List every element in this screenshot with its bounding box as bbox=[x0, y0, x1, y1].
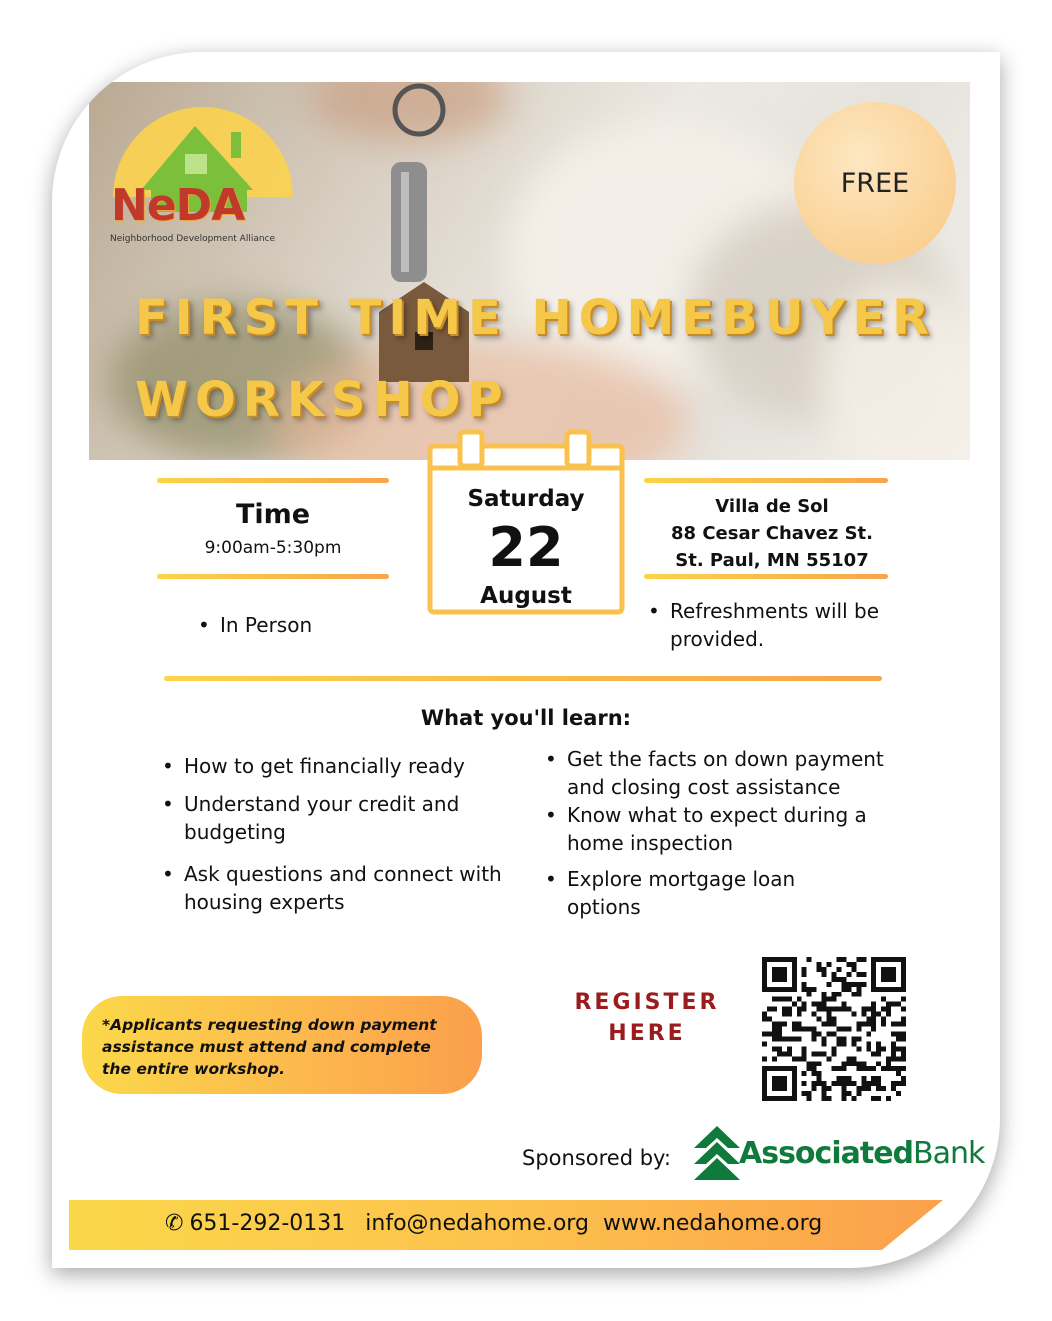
format-list bbox=[198, 611, 312, 639]
register-line-2: HERE bbox=[608, 1021, 686, 1046]
free-badge bbox=[794, 102, 956, 264]
learn-list-left bbox=[162, 752, 532, 916]
sponsor-label: Sponsored by: bbox=[522, 1146, 672, 1170]
date-month: August bbox=[480, 583, 572, 609]
assistance-note bbox=[82, 996, 482, 1094]
refreshments-list bbox=[648, 597, 888, 653]
learn-heading: What you'll learn: bbox=[420, 706, 632, 730]
time-bottom-bar bbox=[157, 574, 389, 579]
time-heading: Time bbox=[235, 499, 311, 530]
learn-item: • How to get financially ready bbox=[162, 752, 532, 780]
location-city: St. Paul, MN 55107 bbox=[675, 550, 869, 571]
learn-item: • Get the facts on down payment and closing cost assistance bbox=[545, 745, 915, 801]
register-line-1: REGISTER bbox=[574, 990, 720, 1015]
contact-email[interactable]: info@nedahome.org bbox=[365, 1211, 589, 1236]
date-day: 22 bbox=[488, 516, 564, 579]
qr-code-icon[interactable] bbox=[762, 957, 906, 1101]
refreshments-item: • Refreshments will be provided. bbox=[648, 597, 888, 653]
free-label: FREE bbox=[840, 167, 910, 199]
learn-item: • Understand your credit and budgeting bbox=[162, 790, 532, 846]
learn-item: • Know what to expect during a home inspection bbox=[545, 801, 915, 857]
date-weekday: Saturday bbox=[467, 486, 585, 512]
learn-item: • Ask questions and connect with housing experts bbox=[162, 860, 532, 916]
section-divider bbox=[164, 676, 882, 681]
location-venue: Villa de Sol bbox=[715, 496, 829, 517]
learn-list-right bbox=[545, 745, 915, 921]
contact-phone[interactable]: 651-292-0131 bbox=[189, 1211, 346, 1236]
sponsor-name bbox=[739, 1136, 984, 1171]
location-street: 88 Cesar Chavez St. bbox=[671, 523, 873, 544]
associated-bank-logo-icon bbox=[694, 1126, 740, 1182]
location-top-bar bbox=[644, 478, 888, 483]
time-top-bar bbox=[157, 478, 389, 483]
contact-website[interactable]: www.nedahome.org bbox=[602, 1211, 823, 1236]
title-line-2: WORKSHOP bbox=[135, 372, 510, 428]
sponsor-name-light: Bank bbox=[913, 1136, 985, 1171]
contact-row bbox=[165, 1211, 822, 1236]
title-line-1: FIRST TIME HOMEBUYER bbox=[135, 290, 937, 346]
format-item: • In Person bbox=[198, 611, 312, 639]
flyer bbox=[52, 52, 1000, 1268]
logo-wordmark: NeDA bbox=[111, 180, 245, 231]
learn-item: • Explore mortgage loan options bbox=[545, 865, 847, 921]
logo-tagline: Neighborhood Development Alliance bbox=[110, 234, 276, 244]
assistance-note-text: *Applicants requesting down payment assistance must attend and complete the entire workshop. bbox=[102, 1016, 437, 1078]
time-value: 9:00am-5:30pm bbox=[204, 538, 342, 558]
sponsor-name-bold: Associated bbox=[739, 1136, 914, 1171]
phone-icon: ✆ bbox=[165, 1211, 184, 1236]
register-link[interactable] bbox=[557, 987, 737, 1049]
location-bottom-bar bbox=[644, 574, 888, 579]
